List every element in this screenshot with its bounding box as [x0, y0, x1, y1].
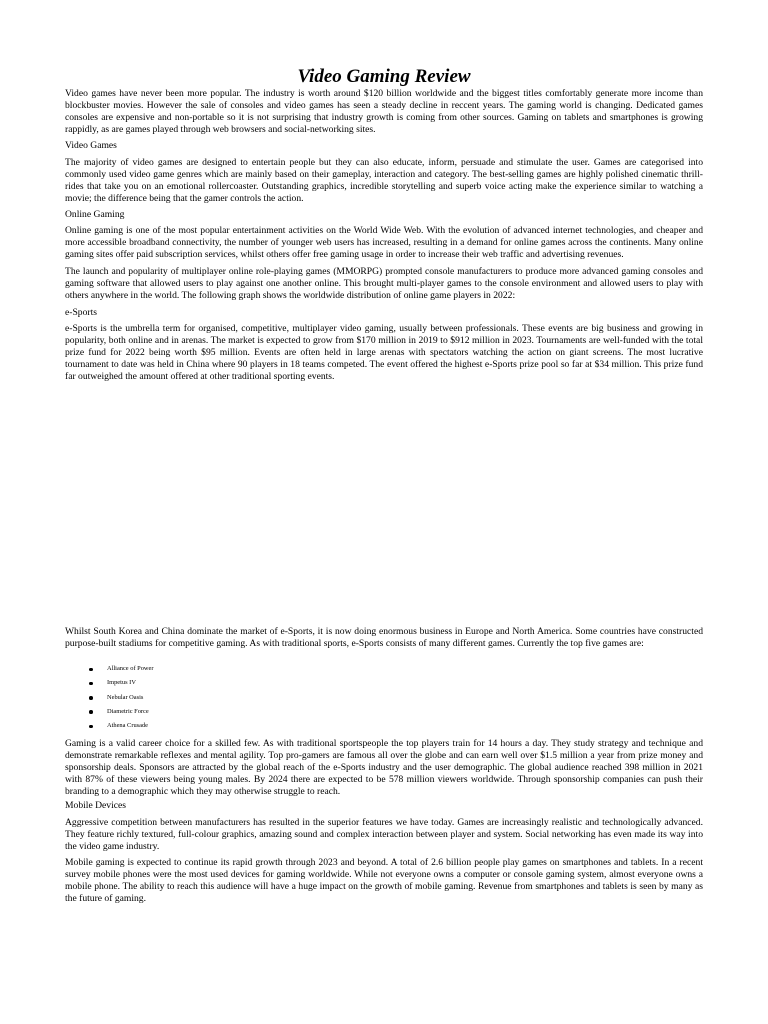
esports-paragraph-3: Gaming is a valid career choice for a skilled few. As with traditional sportspeople the top players train for 14 hours a day. They study strategy and technique and demonstrate remarkable reflexes and mental agility. Top pro-gamers are famous all over the globe and can earn well over $1.5 million a year from prize money and sponsorship deals. Sponsors are attracted by the global reach of the e-Sports industry and the user demographic. The global audience reached 398 million in 2021 with 87% of these viewers being young males. By 2024 there are expected to be 578 million viewers worldwide. Through sponsorship companies can push their branding to a demographic which they may otherwise struggle to reach.	[65, 738, 703, 797]
online-gaming-paragraph-1: Online gaming is one of the most popular entertainment activities on the World Wide Web. With the evolution of advanced internet technologies, and cheaper and more accessible broadband connectivity, the number of younger web users has increased, resulting in a demand for online games across the continents. Many online gaming sites offer paid subscription services, whilst others offer free gaming usage in order to increase their web traffic and advertising revenues.	[65, 225, 703, 260]
bullet-icon	[89, 710, 93, 714]
game-name: Diametric Force	[107, 707, 149, 715]
game-name: Alliance of Power	[107, 665, 154, 672]
document-title: Video Gaming Review	[297, 66, 471, 87]
mobile-devices-paragraph-1: Aggressive competition between manufacturers has resulted in the superior features we have today. Games are increasingly realistic and technologically advanced. They feature richly textured, full-colour graphics, amazing sound and complex interaction between player and system. Social networking has even made its way into the video game industry.	[65, 817, 703, 852]
top-games-list	[88, 662, 154, 733]
intro-paragraph: Video games have never been more popular. The industry is worth around $120 billion worldwide and the biggest titles comfortably generate more income than blockbuster movies. However the sale of consoles and video games has seen a steady decline in reccent years. The gaming world is changing. Dedicated games consoles are expensive and non-portable so it is not surprising that industry growth is coming from other sources. Gaming on tablets and smartphones is growing rappidly, as are games played through web browsers and social-networking sites.	[65, 88, 703, 135]
game-name: Nebular Oasis	[107, 693, 144, 701]
bullet-icon	[89, 668, 93, 672]
mobile-devices-paragraph-2: Mobile gaming is expected to continue its rapid growth through 2023 and beyond. A total of 2.6 billion people play games on smartphones and tablets. In a recent survey mobile phones were the most used devices for gaming worldwide. While not everyone owns a computer or console gaming system, almost everyone owns a mobile phone. The ability to reach this audience will have a huge impact on the growth of mobile gaming. Revenue from smartphones and tablets is seen by many as the future of gaming.	[65, 857, 703, 904]
bullet-icon	[89, 725, 93, 729]
online-gaming-paragraph-2: The launch and popularity of multiplayer online role-playing games (MMORPG) prompted console manufacturers to produce more advanced gaming consoles and gaming software that allowed users to play against one another online. This brought multi-player games to the console environment and allowed users to play with others anywhere in the world. The following graph shows the worldwide distribution of online game players in 2022:	[65, 266, 703, 301]
game-name: Impetus IV	[107, 679, 136, 687]
game-name: Athena Crusade	[107, 722, 148, 730]
video-games-paragraph: The majority of video games are designed to entertain people but they can also educate, inform, persuade and stimulate the user. Games are categorised into commonly used video game genres which are mainly based on their gameplay, interaction and category. The best-selling games are highly polished cinematic thrill-rides that take you on an emotional rollercoaster. Outstanding graphics, incredible storytelling and superb voice acting make the experience similar to watching a movie; the difference being that the gamer controls the action.	[65, 157, 703, 204]
section-heading-online-gaming: Online Gaming	[65, 209, 125, 220]
bullet-icon	[89, 682, 93, 686]
section-heading-video-games: Video Games	[65, 140, 117, 151]
section-heading-esports: e-Sports	[65, 307, 97, 318]
section-heading-mobile-devices: Mobile Devices	[65, 800, 127, 811]
list-item	[88, 676, 154, 690]
list-item	[88, 662, 154, 676]
list-item	[88, 691, 154, 705]
esports-paragraph-1: e-Sports is the umbrella term for organised, competitive, multiplayer video gaming, usually between professionals. These events are big business and growing in popularity, both online and in arenas. The market is expected to grow from $170 million in 2019 to $912 million in 2023. Tournaments are well-funded with the total prize fund for 2022 being worth $95 million. Events are often held in large arenas with spectators watching the action on giant screens. The most lucrative tournament to date was held in China where 90 players in 18 teams competed. The event offered the highest e-Sports prize pool so far at $34 million. This prize fund far outweighed the amount offered at other traditional sporting events.	[65, 323, 703, 382]
esports-paragraph-2: Whilst South Korea and China dominate the market of e-Sports, it is now doing enormous business in Europe and North America. Some countries have constructed purpose-built stadiums for competitive gaming. As with traditional sports, e-Sports consists of many different games. Currently the top five games are:	[65, 626, 703, 649]
list-item	[88, 705, 154, 719]
bullet-icon	[89, 696, 93, 700]
list-item	[88, 719, 154, 733]
